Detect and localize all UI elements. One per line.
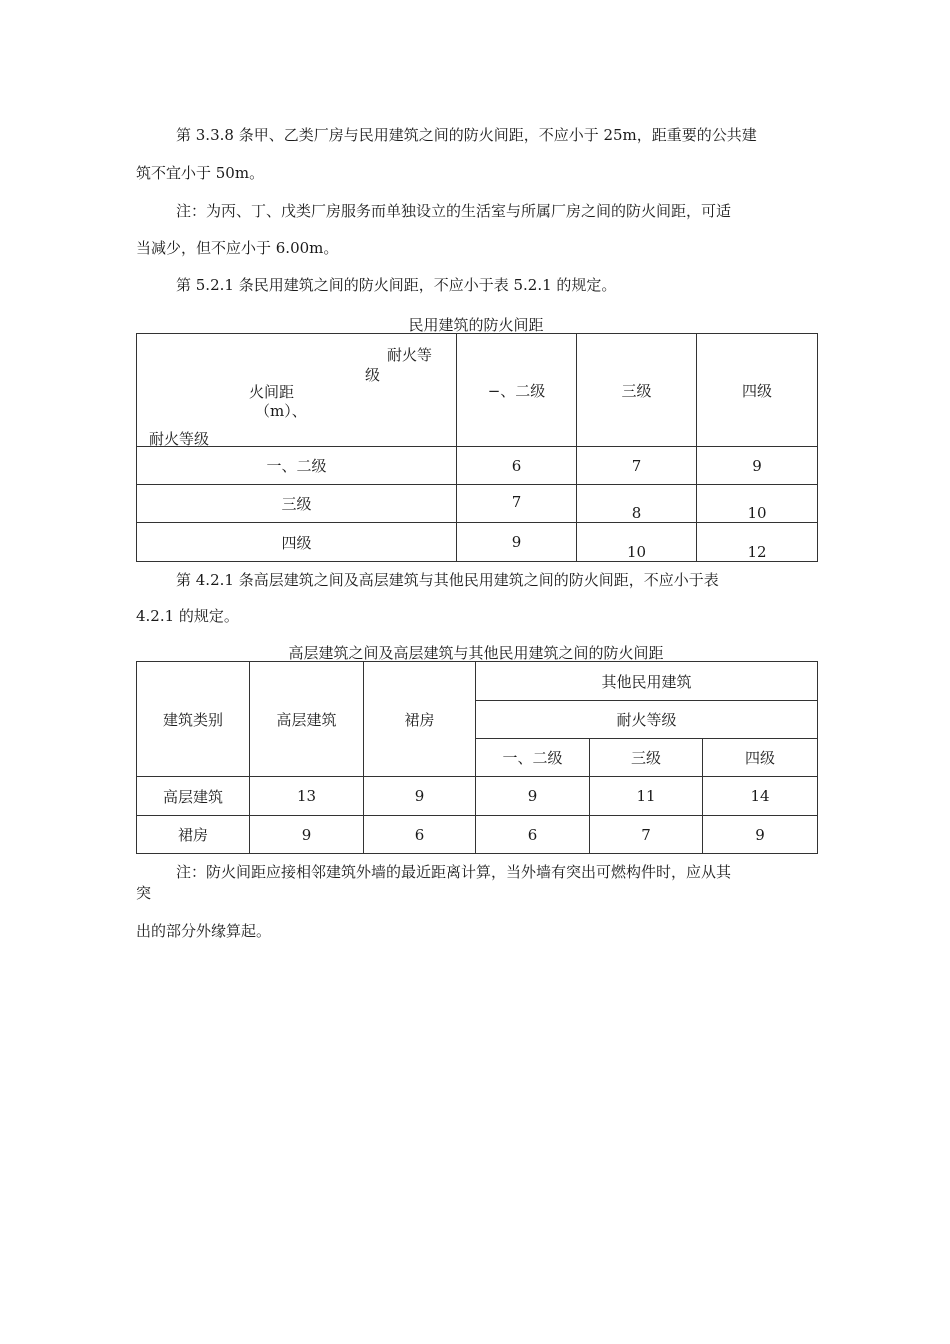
paragraph-text: 第 3.3.8 条甲、乙类厂房与民用建筑之间的防火间距，不应小于 25m，距重要的公共建 <box>176 126 757 144</box>
table1-header-cell: −、二级 <box>457 334 577 447</box>
paragraph-text: 第 4.2.1 条高层建筑之间及高层建筑与其他民用建筑之间的防火间距，不应小于表 <box>176 571 719 589</box>
paragraph-text: 注：防火间距应接相邻建筑外墙的最近距离计算，当外墙有突出可燃构件时，应从其 <box>176 863 732 881</box>
corner-text-c: 火间距 <box>249 383 295 401</box>
table1-cell: 12 <box>697 523 818 562</box>
table1-cell: 8 <box>577 485 697 523</box>
table1-header-cell: 四级 <box>697 334 818 447</box>
table2-header-other: 其他民用建筑 <box>476 662 818 701</box>
note-paragraph-2-wrap <box>136 880 816 906</box>
table2-header-fire-rating: 耐火等级 <box>476 701 818 739</box>
paragraph-text: 第 5.2.1 条民用建筑之间的防火间距，不应小于表 5.2.1 的规定。 <box>176 276 617 294</box>
table2-cell: 7 <box>590 816 703 854</box>
table1-cell: 10 <box>577 523 697 562</box>
paragraph-text: 当减少，但不应小于 6.00m。 <box>136 239 339 257</box>
table-row <box>137 523 818 562</box>
table1-cell: 9 <box>457 523 577 562</box>
table1-caption: 民用建筑的防火间距 <box>408 316 544 334</box>
table2-cell: 6 <box>476 816 590 854</box>
paragraph-5-2-1 <box>136 266 816 304</box>
table2-row-label: 裙房 <box>137 816 250 854</box>
table2-cell: 13 <box>250 777 364 816</box>
table2-row-label: 高层建筑 <box>137 777 250 816</box>
paragraph-text: 出的部分外缘算起。 <box>136 922 272 940</box>
table2-subheader: 四级 <box>703 739 818 777</box>
table2-header-category: 建筑类别 <box>137 662 250 777</box>
paragraph-text: 4.2.1 的规定。 <box>136 607 239 625</box>
paragraph-text: 突 <box>136 884 152 902</box>
paragraph-text: 筑不宜小于 50m。 <box>136 164 265 182</box>
paragraph-4-2-1 <box>136 561 816 599</box>
table1-header-cell: 三级 <box>577 334 697 447</box>
table1-row-label: 四级 <box>137 523 457 562</box>
table1-cell: 9 <box>697 447 818 485</box>
table1-cell: 6 <box>457 447 577 485</box>
table2-highrise-fire-distance <box>136 661 818 854</box>
table2-subheader: 三级 <box>590 739 703 777</box>
table1-row-label: 一、二级 <box>137 447 457 485</box>
table1-cell: 10 <box>697 485 818 523</box>
table2-cell: 6 <box>364 816 476 854</box>
corner-text-e: 耐火等级 <box>149 430 210 448</box>
table1-cell: 7 <box>457 485 577 523</box>
paragraph-3-3-8 <box>136 116 816 154</box>
table2-subheader: 一、二级 <box>476 739 590 777</box>
table1-corner-header <box>137 334 457 447</box>
table1-fire-distance <box>136 333 818 562</box>
table-row <box>137 816 818 854</box>
paragraph-4-2-1-cont <box>136 597 816 635</box>
table2-cell: 14 <box>703 777 818 816</box>
corner-text-b: 级 <box>365 366 381 384</box>
note-paragraph-1-cont <box>136 229 816 267</box>
note-paragraph-1 <box>136 192 816 230</box>
table1-row-label: 三级 <box>137 485 457 523</box>
table2-cell: 9 <box>250 816 364 854</box>
table1-cell: 7 <box>577 447 697 485</box>
corner-text-a: 耐火等 <box>387 346 433 364</box>
table2-cell: 9 <box>476 777 590 816</box>
table2-caption: 高层建筑之间及高层建筑与其他民用建筑之间的防火间距 <box>288 644 664 662</box>
paragraph-text: 注：为丙、丁、戊类厂房服务而单独设立的生活室与所属厂房之间的防火间距，可适 <box>176 202 732 220</box>
table2-cell: 9 <box>703 816 818 854</box>
table2-cell: 11 <box>590 777 703 816</box>
table2-header-highrise: 高层建筑 <box>250 662 364 777</box>
paragraph-3-3-8-cont <box>136 154 816 192</box>
table2-cell: 9 <box>364 777 476 816</box>
note-paragraph-2-cont <box>136 912 816 950</box>
corner-text-d: （m）、 <box>255 402 307 420</box>
table-row <box>137 777 818 816</box>
table-row <box>137 485 818 523</box>
table2-header-podium: 裙房 <box>364 662 476 777</box>
table-row <box>137 447 818 485</box>
